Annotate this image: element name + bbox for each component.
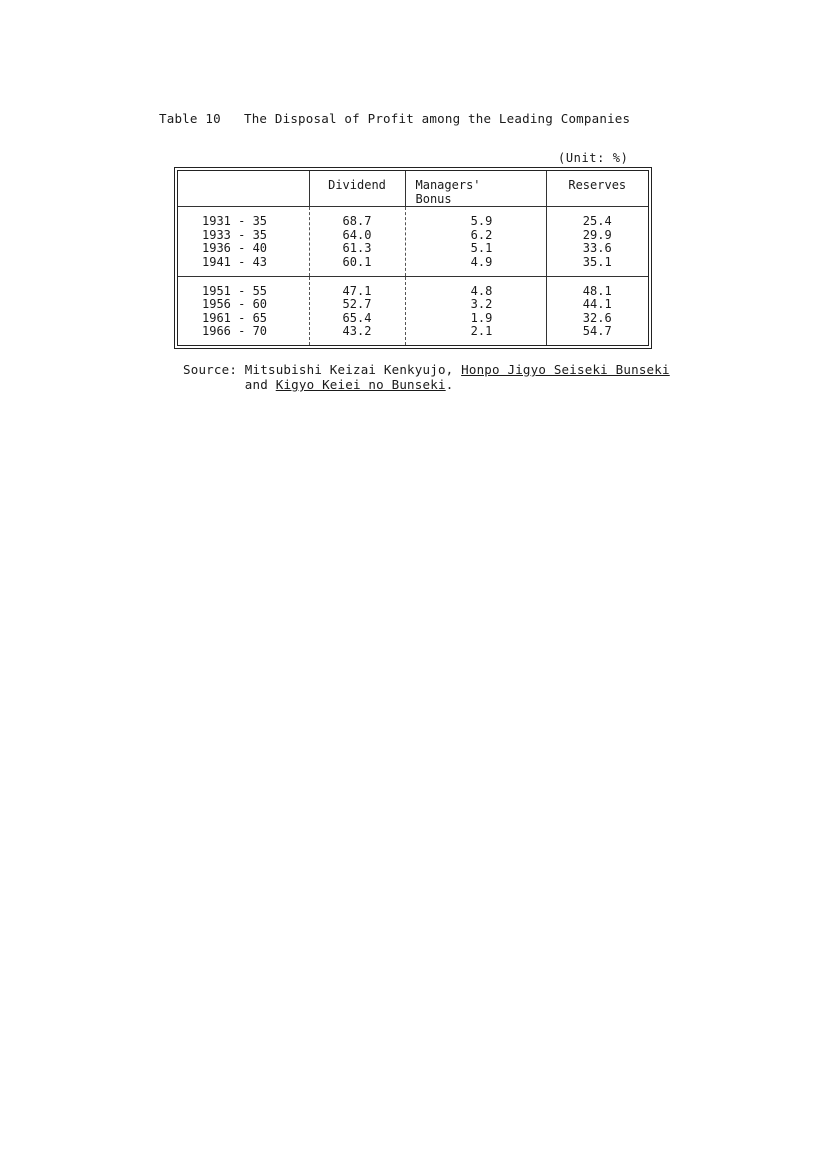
- profit-disposal-table: [178, 171, 648, 345]
- table-title: Table 10 The Disposal of Profit among the Leading Companies: [159, 111, 631, 126]
- source-prefix: Source: Mitsubishi Keizai Kenkyujo,: [183, 362, 462, 377]
- period-value: 1933 - 35: [202, 227, 268, 242]
- dividend-cell: [309, 207, 405, 277]
- reserves-value: 48.1: [582, 283, 612, 298]
- reserves-value: 44.1: [582, 297, 612, 312]
- source-line2-suffix: .: [445, 377, 454, 392]
- dividend-value: 64.0: [342, 227, 372, 242]
- period-value: 1936 - 40: [202, 241, 268, 255]
- table-row-group-postwar: [178, 276, 648, 345]
- source-title-2: Kigyo Keiei no Bunseki: [275, 377, 446, 392]
- data-table-inner: [177, 170, 649, 346]
- bonus-value: 6.2: [470, 227, 493, 242]
- period-cell: [178, 207, 309, 277]
- dividend-value: 47.1: [342, 283, 372, 298]
- reserves-value: 32.6: [582, 310, 612, 325]
- unit-label: (Unit: %): [558, 151, 629, 165]
- bonus-value: 4.8: [470, 283, 493, 298]
- period-value: 1931 - 35: [202, 214, 268, 228]
- bonus-cell: [405, 276, 546, 345]
- table-row-group-prewar: [178, 207, 648, 277]
- data-table-frame: [174, 167, 652, 349]
- period-value: 1966 - 70: [202, 324, 268, 339]
- header-managers-bonus: [405, 171, 546, 207]
- reserves-cell: [546, 207, 648, 277]
- header-bonus-line1: Managers': [415, 178, 481, 192]
- period-value: 1961 - 65: [202, 310, 268, 325]
- source-title-1: Honpo Jigyo Seiseki Bunseki: [461, 362, 670, 377]
- period-value: 1941 - 43: [202, 254, 268, 269]
- bonus-value: 3.2: [470, 297, 493, 312]
- dividend-value: 65.4: [342, 310, 372, 325]
- header-period: [178, 171, 309, 207]
- bonus-value: 5.1: [470, 241, 493, 255]
- bonus-value: 4.9: [470, 254, 493, 269]
- source-note: [183, 362, 670, 392]
- period-value: 1956 - 60: [202, 297, 268, 312]
- reserves-value: 29.9: [582, 227, 612, 242]
- bonus-value: 1.9: [470, 310, 493, 325]
- table-header-row: [178, 171, 648, 207]
- bonus-value: 2.1: [470, 324, 493, 339]
- reserves-cell: [546, 276, 648, 345]
- dividend-value: 68.7: [342, 214, 372, 228]
- dividend-value: 52.7: [342, 297, 372, 312]
- header-dividend: Dividend: [309, 171, 405, 207]
- header-reserves: Reserves: [546, 171, 648, 207]
- reserves-value: 35.1: [582, 254, 612, 269]
- period-cell: [178, 276, 309, 345]
- dividend-value: 61.3: [342, 241, 372, 255]
- bonus-cell: [405, 207, 546, 277]
- source-line2-prefix: and: [183, 377, 276, 392]
- dividend-cell: [309, 276, 405, 345]
- reserves-value: 54.7: [582, 324, 612, 339]
- dividend-value: 43.2: [342, 324, 372, 339]
- reserves-value: 33.6: [582, 241, 612, 255]
- period-value: 1951 - 55: [202, 283, 268, 298]
- reserves-value: 25.4: [582, 214, 612, 228]
- dividend-value: 60.1: [342, 254, 372, 269]
- header-bonus-line2: Bonus: [415, 191, 452, 206]
- bonus-value: 5.9: [470, 214, 493, 228]
